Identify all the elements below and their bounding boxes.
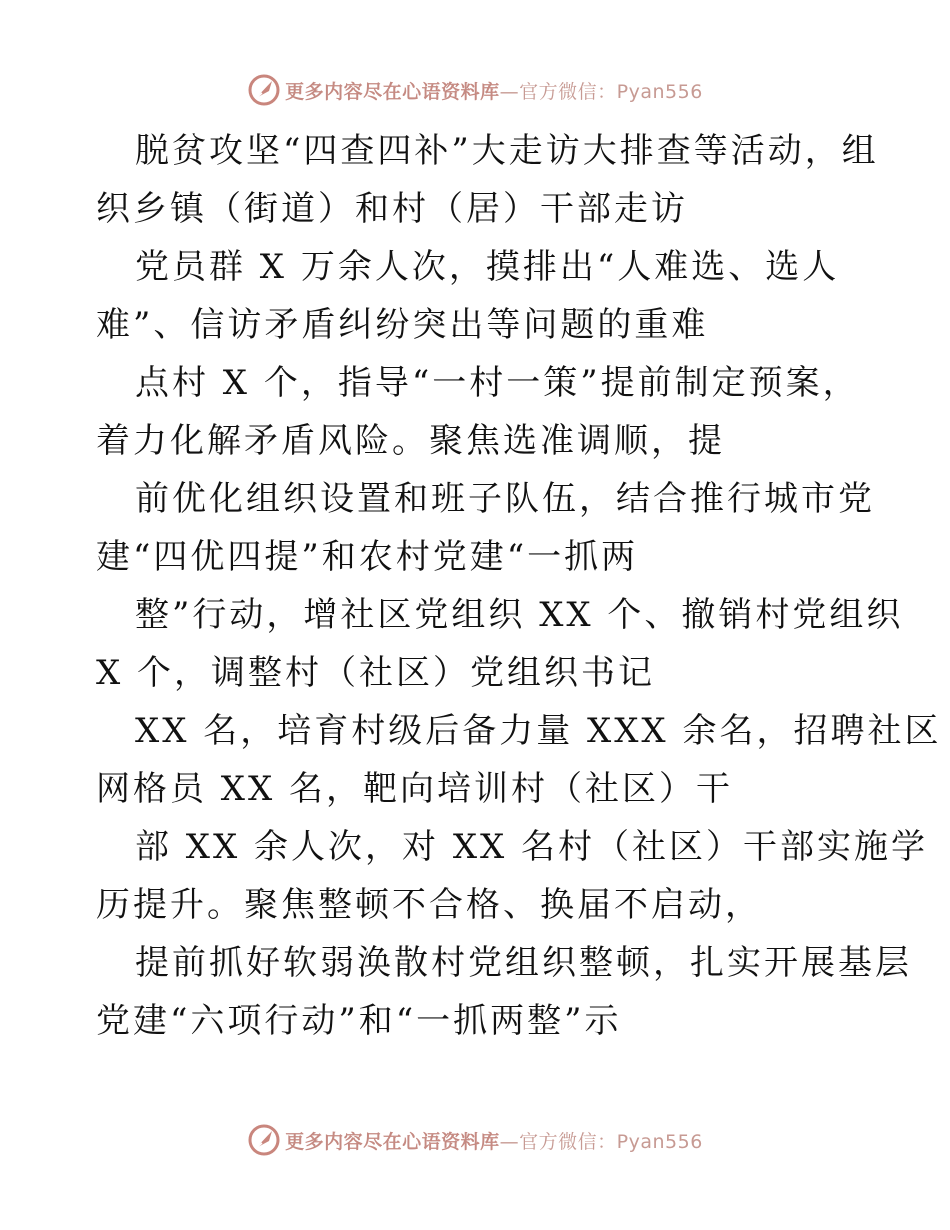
footer-watermark [0, 1120, 950, 1160]
text-line: 前优化组织设置和班子队伍，结合推行城市党 [135, 479, 875, 519]
text-line: 脱贫攻坚“四查四补”大走访大排查等活动，组 [135, 131, 879, 171]
watermark-separator: — [499, 1130, 520, 1153]
text-line: 建“四优四提”和农村党建“一抓两 [96, 537, 639, 577]
watermark-text [285, 77, 703, 104]
watermark-brand: 更多内容尽在心语资料库 [285, 1130, 500, 1153]
watermark-contact: 官方微信：Pyan556 [519, 80, 703, 103]
quill-logo-icon [247, 1123, 281, 1157]
text-line: XX 名，培育村级后备力量 XXX 余名，招聘社区 [135, 711, 942, 751]
quill-logo-icon [247, 73, 281, 107]
text-line: X 个，调整村（社区）党组织书记 [96, 653, 656, 693]
header-watermark [0, 70, 950, 110]
text-line: 织乡镇（街道）和村（居）干部走访 [96, 189, 688, 229]
watermark-text [285, 1127, 703, 1154]
text-line: 历提升。聚焦整顿不合格、换届不启动， [96, 885, 762, 925]
watermark-separator: — [499, 80, 520, 103]
watermark-brand: 更多内容尽在心语资料库 [285, 80, 500, 103]
text-line: 党员群 X 万余人次，摸排出“人难选、选人 [135, 247, 840, 287]
text-line: 着力化解矛盾风险。聚焦选准调顺，提 [96, 421, 725, 461]
text-line: 提前抓好软弱涣散村党组织整顿，扎实开展基层 [135, 943, 912, 983]
text-line: 网格员 XX 名，靶向培训村（社区）干 [96, 769, 734, 809]
text-line: 部 XX 余人次，对 XX 名村（社区）干部实施学 [135, 827, 929, 867]
watermark-contact: 官方微信：Pyan556 [519, 1130, 703, 1153]
text-line: 党建“六项行动”和“一抓两整”示 [96, 1001, 622, 1041]
text-line: 难”、信访矛盾纠纷突出等问题的重难 [96, 305, 709, 345]
text-line: 整”行动，增社区党组织 XX 个、撤销村党组织 [135, 595, 904, 635]
text-line: 点村 X 个，指导“一村一策”提前制定预案， [135, 363, 860, 403]
